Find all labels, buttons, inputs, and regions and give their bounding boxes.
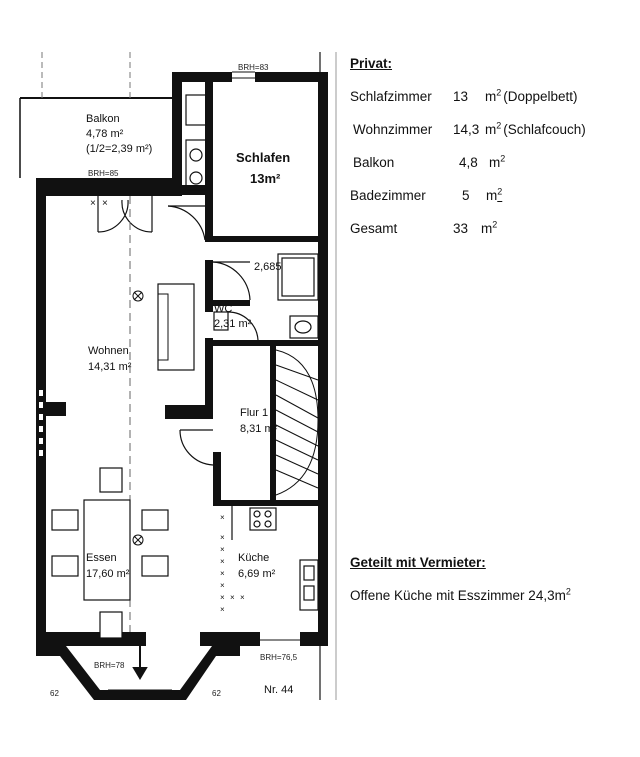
dimension-right-label: 62 <box>212 689 221 698</box>
schlafen-label: Schlafen <box>236 150 291 165</box>
shared-line-sup: 2 <box>565 586 571 597</box>
shared-line-text: Offene Küche mit Esszimmer 24,3m <box>350 588 566 603</box>
outer-walls <box>36 72 328 700</box>
row-sup: 2 <box>497 186 503 197</box>
svg-text:×: × <box>230 593 235 602</box>
brh-bottom-right-label: BRH=76,5 <box>260 653 298 662</box>
row-unit: m <box>486 188 498 203</box>
row-sup: 2 <box>492 219 498 230</box>
balkon-area-label: 4,78 m² <box>86 128 124 140</box>
row-name: Balkon <box>353 155 395 170</box>
balkon-label: Balkon <box>86 113 120 125</box>
svg-text:×: × <box>220 605 225 614</box>
row-value: 4,8 <box>459 155 478 170</box>
row-sup: 2 <box>496 87 502 98</box>
bath-measure-label: 2,685 <box>254 261 282 273</box>
privat-row-balkon <box>353 155 505 171</box>
sofa <box>158 284 194 370</box>
house-number-label: Nr. 44 <box>264 684 294 696</box>
row-name: Gesamt <box>350 221 398 236</box>
shared-heading: Geteilt mit Vermieter: <box>350 555 486 570</box>
row-name: Wohnzimmer <box>353 122 433 137</box>
flur-label: Flur 1 <box>240 407 269 419</box>
wohnen-label: Wohnen <box>88 345 129 357</box>
row-value: 33 <box>453 221 469 236</box>
row-value: 13 <box>453 89 469 104</box>
svg-text:×: × <box>220 569 225 578</box>
svg-text:×: × <box>220 581 225 590</box>
shared-line <box>350 588 571 604</box>
brh-balkon-label: BRH=85 <box>88 169 119 178</box>
row-value: 5 <box>462 188 470 203</box>
balkon-note-label: (1/2=2,39 m²) <box>86 143 153 155</box>
privat-row-gesamt <box>350 221 497 237</box>
wardrobe-units <box>186 95 206 190</box>
svg-text:×: × <box>102 198 108 209</box>
essen-label: Essen <box>86 552 117 564</box>
row-value: 14,3 <box>453 122 480 137</box>
brh-bottom-left-label: BRH=78 <box>94 661 125 670</box>
row-sup: 2 <box>496 120 502 131</box>
door-x-markers <box>90 198 108 209</box>
wc-area-label: 2,31 m² <box>214 318 252 330</box>
row-name: Schlafzimmer <box>350 89 432 104</box>
row-name: Badezimmer <box>350 188 426 203</box>
privat-heading: Privat: <box>350 56 393 71</box>
flur-area-label: 8,31 m² <box>240 423 278 435</box>
essen-area-label: 17,60 m² <box>86 568 130 580</box>
wc-label: WC <box>214 303 233 315</box>
privat-row-wohnzimmer <box>353 122 586 138</box>
kueche-label: Küche <box>238 552 270 564</box>
sofa-back <box>158 294 168 360</box>
privat-row-badezimmer <box>350 188 502 204</box>
svg-text:×: × <box>220 533 225 542</box>
svg-text:×: × <box>90 198 96 209</box>
schlafen-area-label: 13m² <box>250 171 281 186</box>
row-sup: 2 <box>500 153 506 164</box>
row-unit: m <box>481 221 493 236</box>
svg-text:×: × <box>220 593 225 602</box>
floor-plan <box>0 0 340 705</box>
row-note: (Doppelbett) <box>503 89 578 104</box>
light-markers <box>133 291 143 545</box>
svg-text:×: × <box>220 557 225 566</box>
row-unit: m <box>485 122 497 137</box>
row-unit: m <box>485 89 497 104</box>
svg-text:×: × <box>220 513 225 522</box>
svg-text:×: × <box>240 593 245 602</box>
svg-text:×: × <box>220 545 225 554</box>
privat-row-schlafzimmer <box>350 89 578 105</box>
row-note: (Schlafcouch) <box>503 122 586 137</box>
wohnen-area-label: 14,31 m² <box>88 361 132 373</box>
dimension-left-label: 62 <box>50 689 59 698</box>
row-unit: m <box>489 155 501 170</box>
brh-top-label: BRH=83 <box>238 63 269 72</box>
staircase <box>276 350 318 495</box>
kueche-area-label: 6,69 m² <box>238 568 276 580</box>
